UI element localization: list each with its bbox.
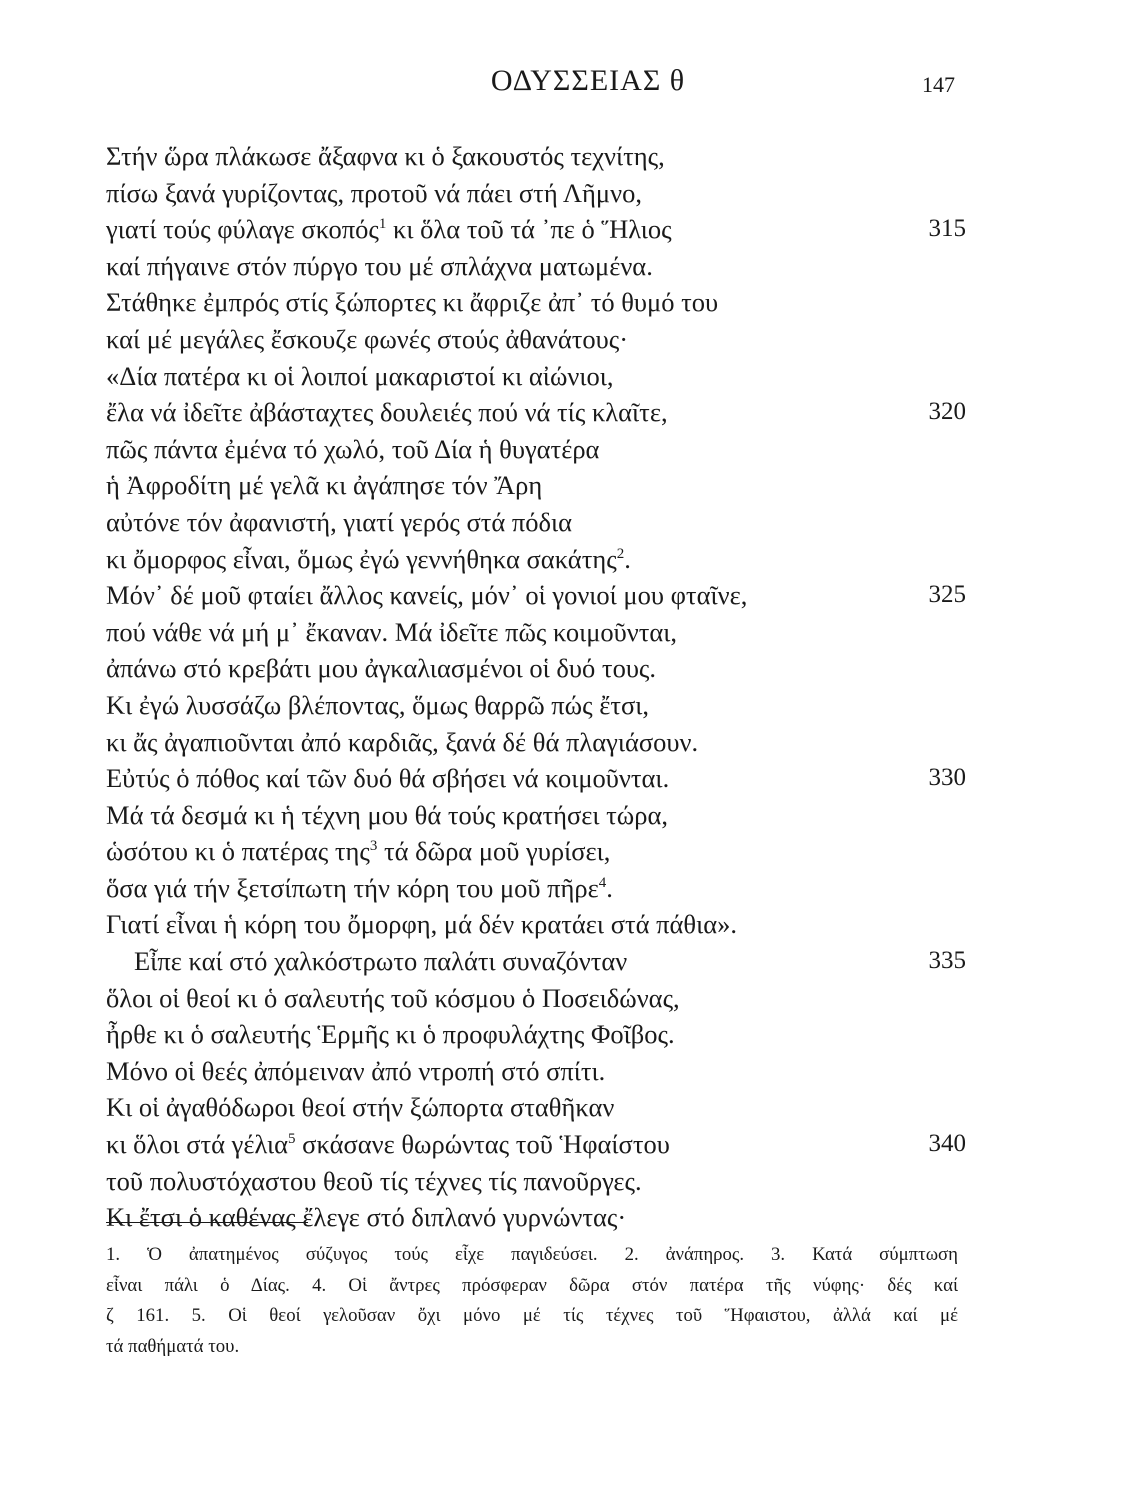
verse-line [106,1053,966,1090]
footnote-marker: 5 [288,1131,296,1148]
verse-text: ὡσότου κι ὁ πατέρας της$^3$ τά δῶρα μοῦ γυρίσει, [106,836,611,867]
verse-text: κι ὅλοι στά γέλια$^5$ σκάσανε θωρώντας τοῦ Ἡφαίστου [106,1129,670,1160]
verse-line [106,980,966,1017]
verse-text: Μόν᾽ δέ μοῦ φταίει ἄλλος κανείς, μόν᾽ οἱ γονιοί μου φταῖνε, [106,580,748,611]
line-number: 340 [928,1130,966,1158]
verse-line [106,943,966,980]
verse-text: ἀπάνω στό κρεβάτι μου ἀγκαλιασμένοι οἱ δυό τους. [106,653,657,684]
verse-text: Στάθηκε ἐμπρός στίς ξώπορτες κι ἄφριζε ἀπ᾽ τό θυμό του [106,287,719,318]
verse-text: γιατί τούς φύλαγε σκοπός$^1$ κι ὅλα τοῦ τά ᾽πε ὁ Ἥλιος [106,214,672,245]
footnote-marker: 4 [598,874,607,891]
footnote-line: 1. Ὁ ἀπατημένος σύζυγος τούς εἶχε παγιδεύσει. 2. ἀνάπηρος. 3. Κατά σύμπτωση [106,1244,958,1265]
verse-text: Εὐτύς ὁ πόθος καί τῶν δυό θά σβήσει νά κοιμοῦνται. [106,763,670,794]
verse-line [106,614,966,651]
verse-line [106,724,966,761]
footnote-line: ζ 161. 5. Οἱ θεοί γελοῦσαν ὄχι μόνο μέ τίς τέχνες τοῦ Ἥφαιστου, ἀλλά καί μέ [106,1305,958,1326]
verse-text: πίσω ξανά γυρίζοντας, προτοῦ νά πάει στή Λῆμνο, [106,177,642,208]
verse-line [106,248,966,285]
verse-text: Εἶπε καί στό χαλκόστρωτο παλάτι συναζόνταν [134,946,628,977]
verse-text: πῶς πάντα ἐμένα τό χωλό, τοῦ Δία ἡ θυγατέρα [106,433,600,464]
verse-text: κι ἄς ἀγαπιοῦνται ἀπό καρδιᾶς, ξανά δέ θά πλαγιάσουν. [106,726,699,757]
verse-text: καί μέ μεγάλες ἔσκουζε φωνές στούς ἀθανάτους· [106,323,629,354]
verse-text: Κι ἔτσι ὁ καθένας ἔλεγε στό διπλανό γυρνώντας· [106,1202,627,1233]
verse-line [106,431,966,468]
verse-line [106,797,966,834]
verse-line [106,577,966,614]
verse-text: τοῦ πολυστόχαστου θεοῦ τίς τέχνες τίς πανοῦργες. [106,1165,642,1196]
verse-line [106,906,966,943]
verse-line [106,211,966,248]
verse-text: πού νάθε νά μή μ᾽ ἔκαναν. Μά ἰδεῖτε πῶς κοιμοῦνται, [106,616,678,647]
footnote-marker: 2 [616,545,625,562]
verse-text: ὅλοι οἱ θεοί κι ὁ σαλευτής τοῦ κόσμου ὁ Ποσειδώνας, [106,982,680,1013]
verse-text: ἡ Ἀφροδίτη μέ γελᾶ κι ἀγάπησε τόν Ἄρη [106,470,543,501]
footnote-marker: 3 [369,838,378,855]
footnotes [106,1240,958,1362]
verse-text: κι ὄμορφος εἶναι, ὅμως ἐγώ γεννήθηκα σακάτης$^2$. [106,543,631,574]
verse-line [106,394,966,431]
line-number: 315 [928,215,966,243]
verse-text: καί πήγαινε στόν πύργο του μέ σπλάχνα ματωμένα. [106,250,653,281]
verse-text: Μόνο οἱ θεές ἀπόμειναν ἀπό ντροπή στό σπίτι. [106,1055,606,1086]
verse-block [106,138,966,1236]
verse-text: ἦρθε κι ὁ σαλευτής Ἑρμῆς κι ὁ προφυλάχτης Φοῖβος. [106,1019,675,1050]
verse-line [106,284,966,321]
verse-text: Κι οἱ ἀγαθόδωροι θεοί στήν ξώπορτα σταθῆκαν [106,1092,615,1123]
verse-text: Κι ἐγώ λυσσάζω βλέποντας, ὅμως θαρρῶ πώς ἔτσι, [106,689,650,720]
verse-line [106,833,966,870]
verse-line [106,1199,966,1236]
verse-text: ὅσα γιά τήν ξετσίπωτη τήν κόρη του μοῦ πῆρε$^4$. [106,872,613,903]
line-number: 335 [928,947,966,975]
footnote-line: εἶναι πάλι ὁ Δίας. 4. Οἱ ἄντρες πρόσφεραν δῶρα στόν πατέρα τῆς νύφης· δές καί [106,1274,958,1296]
verse-line [106,175,966,212]
footnote-separator [106,1222,308,1223]
running-header-title: ΟΔΥΣΣΕΙΑΣ θ [490,64,686,97]
verse-line [106,870,966,907]
verse-text: ἔλα νά ἰδεῖτε ἀβάσταχτες δουλειές πού νά τίς κλαῖτε, [106,397,668,428]
verse-line [106,541,966,578]
verse-line [106,1016,966,1053]
verse-line [106,1163,966,1200]
verse-text: Στήν ὥρα πλάκωσε ἄξαφνα κι ὁ ξακουστός τεχνίτης, [106,141,665,171]
line-number: 330 [928,764,966,792]
verse-text: Μά τά δεσμά κι ἡ τέχνη μου θά τούς κρατήσει τώρα, [106,799,668,830]
verse-line [106,650,966,687]
verse-line [106,467,966,504]
page-number: 147 [922,72,955,97]
footnote-marker: 1 [378,216,387,233]
verse-line [106,358,966,395]
verse-line [106,687,966,724]
verse-line [106,321,966,358]
verse-text: Γιατί εἶναι ἡ κόρη του ὄμορφη, μά δέν κρατάει στά πάθια». [106,909,737,940]
verse-line [106,504,966,541]
line-number: 320 [928,398,966,426]
footnote-line: τά παθήματά του. [106,1335,240,1357]
verse-line [106,760,966,797]
line-number: 325 [928,581,966,609]
verse-text: «Δία πατέρα κι οἱ λοιποί μακαριστοί κι αἰώνιοι, [106,360,614,391]
verse-line [106,1089,966,1126]
verse-text: αὐτόνε τόν ἀφανιστή, γιατί γερός στά πόδια [106,506,573,537]
verse-line [106,138,966,175]
verse-line [106,1126,966,1163]
